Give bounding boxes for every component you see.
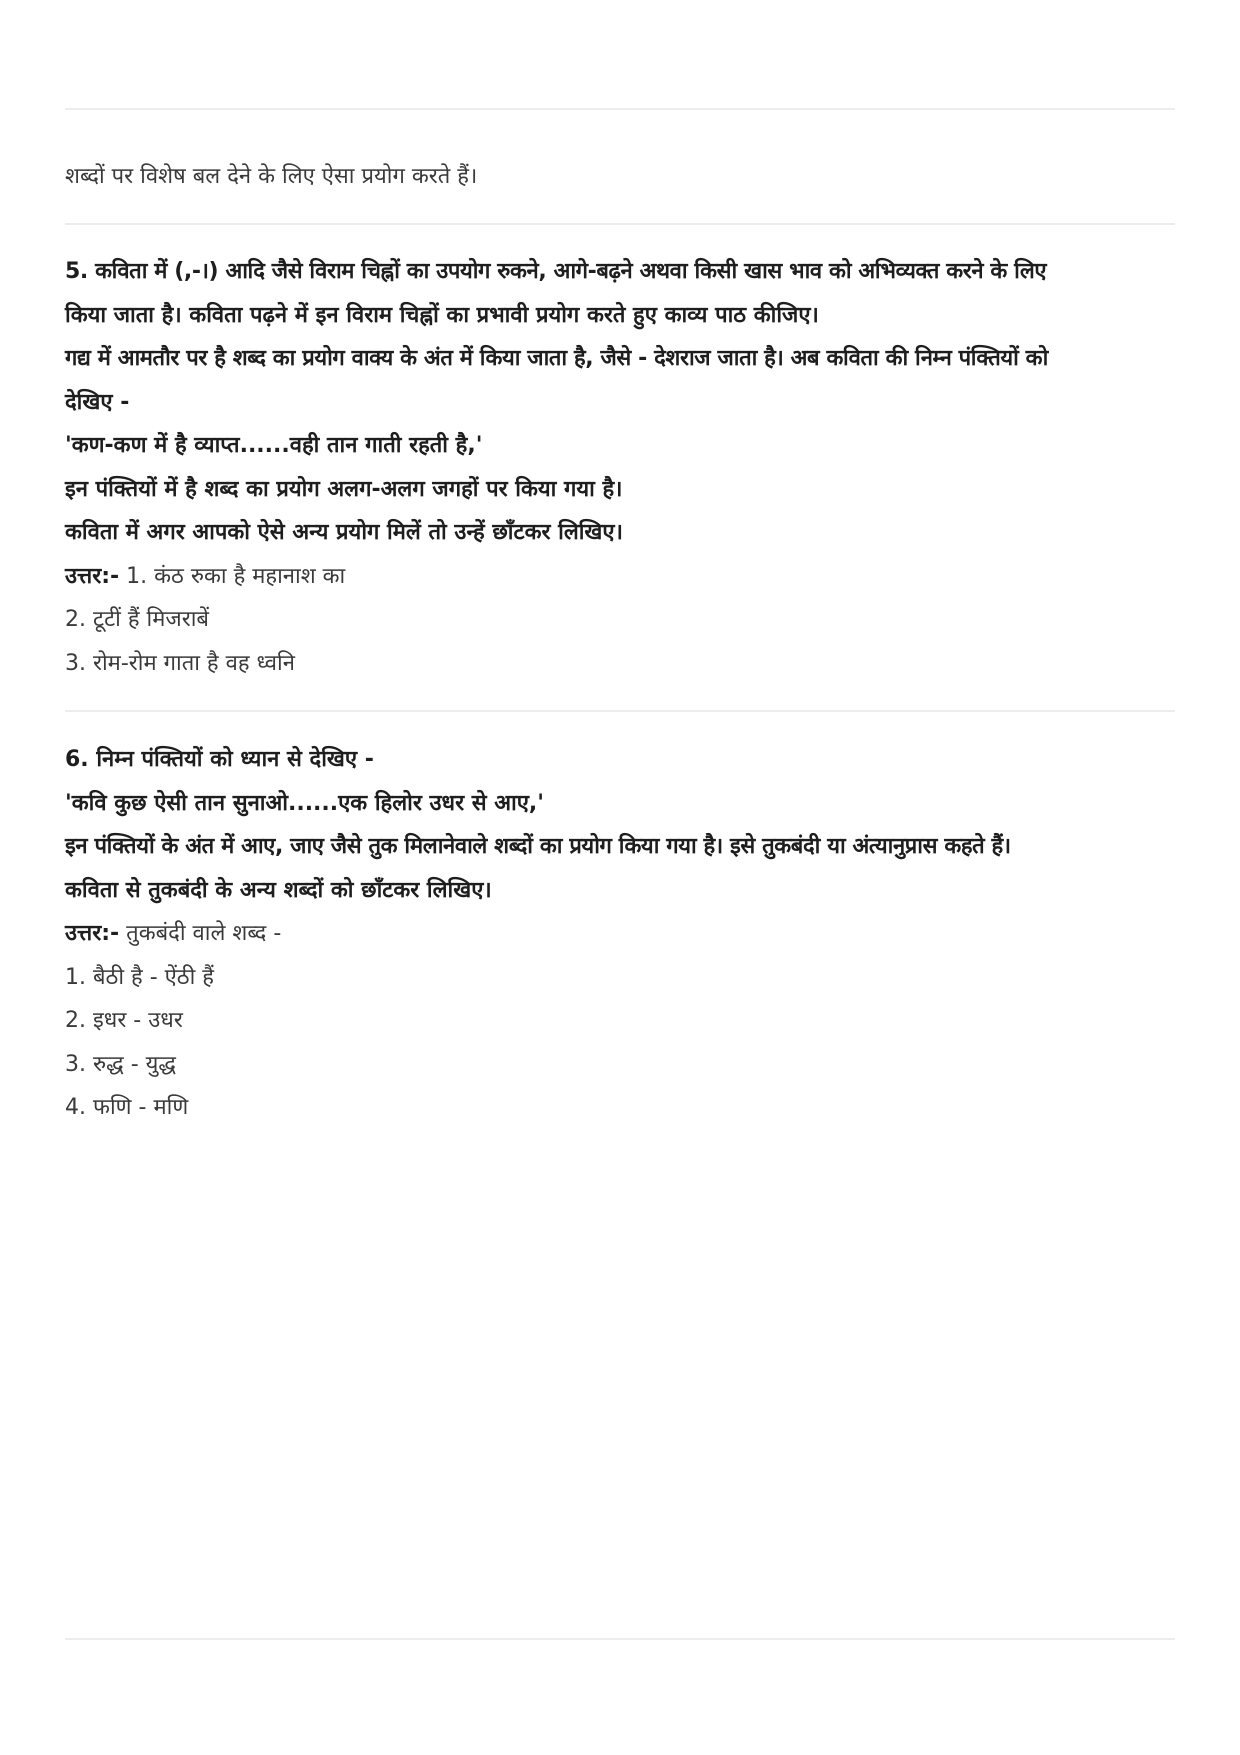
answer-item: 4. फणि - मणि xyxy=(65,1095,189,1120)
question-text-line: कविता में अगर आपको ऐसे अन्य प्रयोग मिलें तो उन्हें छाँटकर लिखिए। xyxy=(65,520,623,545)
question-5 xyxy=(65,250,1175,685)
answer-label: उत्तर:- xyxy=(65,563,120,589)
question-text-line: किया जाता है। कविता पढ़ने में इन विराम चिह्नों का प्रभावी प्रयोग करते हुए काव्य पाठ कीजिए। xyxy=(65,302,819,328)
question-text-line: 5. कविता में (,-।) आदि जैसे विराम चिह्नों का उपयोग रुकने, आगे-बढ़ने अथवा किसी खास भाव को अभिव्यक्त करने के लिए xyxy=(65,259,1047,284)
answer-item: 1. बैठी है - ऐंठी हैं xyxy=(65,964,214,990)
divider xyxy=(65,223,1175,225)
intro-text: शब्दों पर विशेष बल देने के लिए ऐसा प्रयोग करते हैं। xyxy=(65,164,478,189)
question-text-line: 'कण-कण में है व्याप्त......वही तान गाती रहती है,' xyxy=(65,433,483,458)
answer-line xyxy=(65,555,1175,599)
question-text-line: कविता से तुकबंदी के अन्य शब्दों को छाँटकर लिखिए। xyxy=(65,877,492,903)
answer-item: 2. टूटीं हैं मिजराबें xyxy=(65,607,209,632)
answer-text: तुकबंदी वाले शब्द - xyxy=(119,921,282,946)
answer-text: 1. कंठ रुका है महानाश का xyxy=(119,563,346,589)
question-text-line: 6. निम्न पंक्तियों को ध्यान से देखिए - xyxy=(65,747,374,772)
answer-item: 3. रोम-रोम गाता है वह ध्वनि xyxy=(65,650,295,676)
answer-item: 2. इधर - उधर xyxy=(65,1008,183,1033)
question-6 xyxy=(65,738,1175,1130)
answer-label: उत्तर:- xyxy=(65,921,120,946)
divider xyxy=(65,710,1175,712)
divider xyxy=(65,1638,1175,1640)
answer-item: 3. रुद्ध - युद्ध xyxy=(65,1051,176,1077)
question-text-line: इन पंक्तियों के अंत में आए, जाए जैसे तुक मिलानेवाले शब्दों का प्रयोग किया गया है। इसे तुकबंदी या अंत्यानुप्रास कहते हैं। xyxy=(65,834,1011,859)
intro-paragraph xyxy=(65,155,1175,199)
question-text-line: गद्य में आमतौर पर है शब्द का प्रयोग वाक्य के अंत में किया जाता है, जैसे - देशराज जाता है। अब कविता की निम्न पंक्तियों को xyxy=(65,346,1048,371)
answer-line xyxy=(65,912,1175,956)
question-text-line: 'कवि कुछ ऐसी तान सुनाओ......एक हिलोर उधर से आए,' xyxy=(65,790,545,816)
question-text-line: देखिए - xyxy=(65,389,130,415)
divider xyxy=(65,108,1175,110)
question-text-line: इन पंक्तियों में है शब्द का प्रयोग अलग-अलग जगहों पर किया गया है। xyxy=(65,476,623,502)
